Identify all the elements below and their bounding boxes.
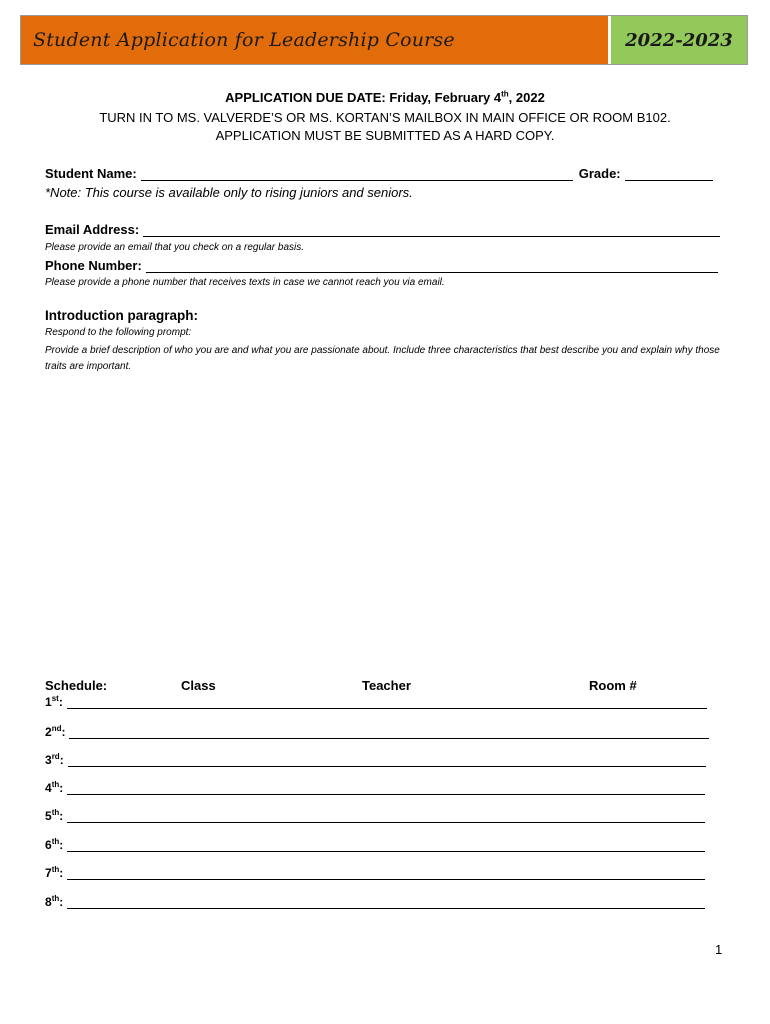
due-date-line: APPLICATION DUE DATE: Friday, February 4th, 2022 — [225, 89, 545, 105]
period-label: 6th: — [45, 837, 64, 852]
period-label: 7th: — [45, 865, 64, 880]
period-label: 2nd: — [45, 724, 66, 739]
intro-prompt: Provide a brief description of who you are and what you are passionate about. Include three characteristics that best describe you and explain why those traits are important. — [45, 345, 720, 372]
student-name-row — [45, 166, 720, 181]
schedule-row — [45, 752, 706, 767]
schedule-col-teacher: Teacher — [362, 678, 411, 693]
period-field[interactable] — [67, 808, 705, 823]
phone-label: Phone Number: — [45, 258, 142, 273]
intro-heading: Introduction paragraph: — [45, 308, 198, 323]
year-cell — [611, 16, 747, 64]
phone-field[interactable] — [146, 258, 718, 273]
period-label: 5th: — [45, 808, 64, 823]
schedule-row — [45, 724, 709, 739]
period-field[interactable] — [67, 837, 705, 852]
schedule-row — [45, 780, 705, 795]
student-name-field[interactable] — [141, 166, 573, 181]
turn-in-line: TURN IN TO MS. VALVERDE’S OR MS. KORTAN’S MAILBOX IN MAIN OFFICE OR ROOM B102. — [99, 110, 671, 125]
schedule-label: Schedule: — [45, 678, 108, 693]
grade-field[interactable] — [625, 166, 713, 181]
email-row — [45, 222, 720, 237]
schedule-row — [45, 837, 705, 852]
period-field[interactable] — [67, 694, 707, 709]
email-hint: Please provide an email that you check on a regular basis. — [45, 242, 305, 253]
period-field[interactable] — [67, 894, 705, 909]
schedule-row — [45, 694, 707, 709]
schedule-col-class: Class — [181, 678, 216, 693]
intro-answer-area[interactable] — [45, 380, 720, 670]
period-label: 1st: — [45, 694, 63, 709]
period-field[interactable] — [67, 865, 705, 880]
period-field[interactable] — [69, 724, 709, 739]
header-banner — [20, 15, 748, 65]
document-title: Student Application for Leadership Course — [33, 29, 455, 51]
grade-label: Grade: — [578, 166, 621, 181]
period-label: 8th: — [45, 894, 64, 909]
schedule-row — [45, 894, 705, 909]
school-year: 2022-2023 — [625, 29, 733, 51]
period-field[interactable] — [68, 752, 706, 767]
schedule-row — [45, 808, 705, 823]
period-label: 3rd: — [45, 752, 64, 767]
intro-respond: Respond to the following prompt: — [45, 327, 192, 338]
page-number: 1 — [715, 942, 723, 957]
phone-hint: Please provide a phone number that receives texts in case we cannot reach you via email. — [45, 277, 445, 288]
title-cell — [21, 16, 611, 64]
email-label: Email Address: — [45, 222, 140, 237]
schedule-col-room: Room # — [589, 678, 637, 693]
hard-copy-line: APPLICATION MUST BE SUBMITTED AS A HARD COPY. — [215, 128, 555, 143]
student-name-label: Student Name: — [45, 166, 137, 181]
period-field[interactable] — [67, 780, 705, 795]
email-field[interactable] — [143, 222, 720, 237]
period-label: 4th: — [45, 780, 64, 795]
eligibility-note: *Note: This course is available only to rising juniors and seniors. — [45, 185, 413, 200]
phone-row — [45, 258, 718, 273]
schedule-row — [45, 865, 705, 880]
